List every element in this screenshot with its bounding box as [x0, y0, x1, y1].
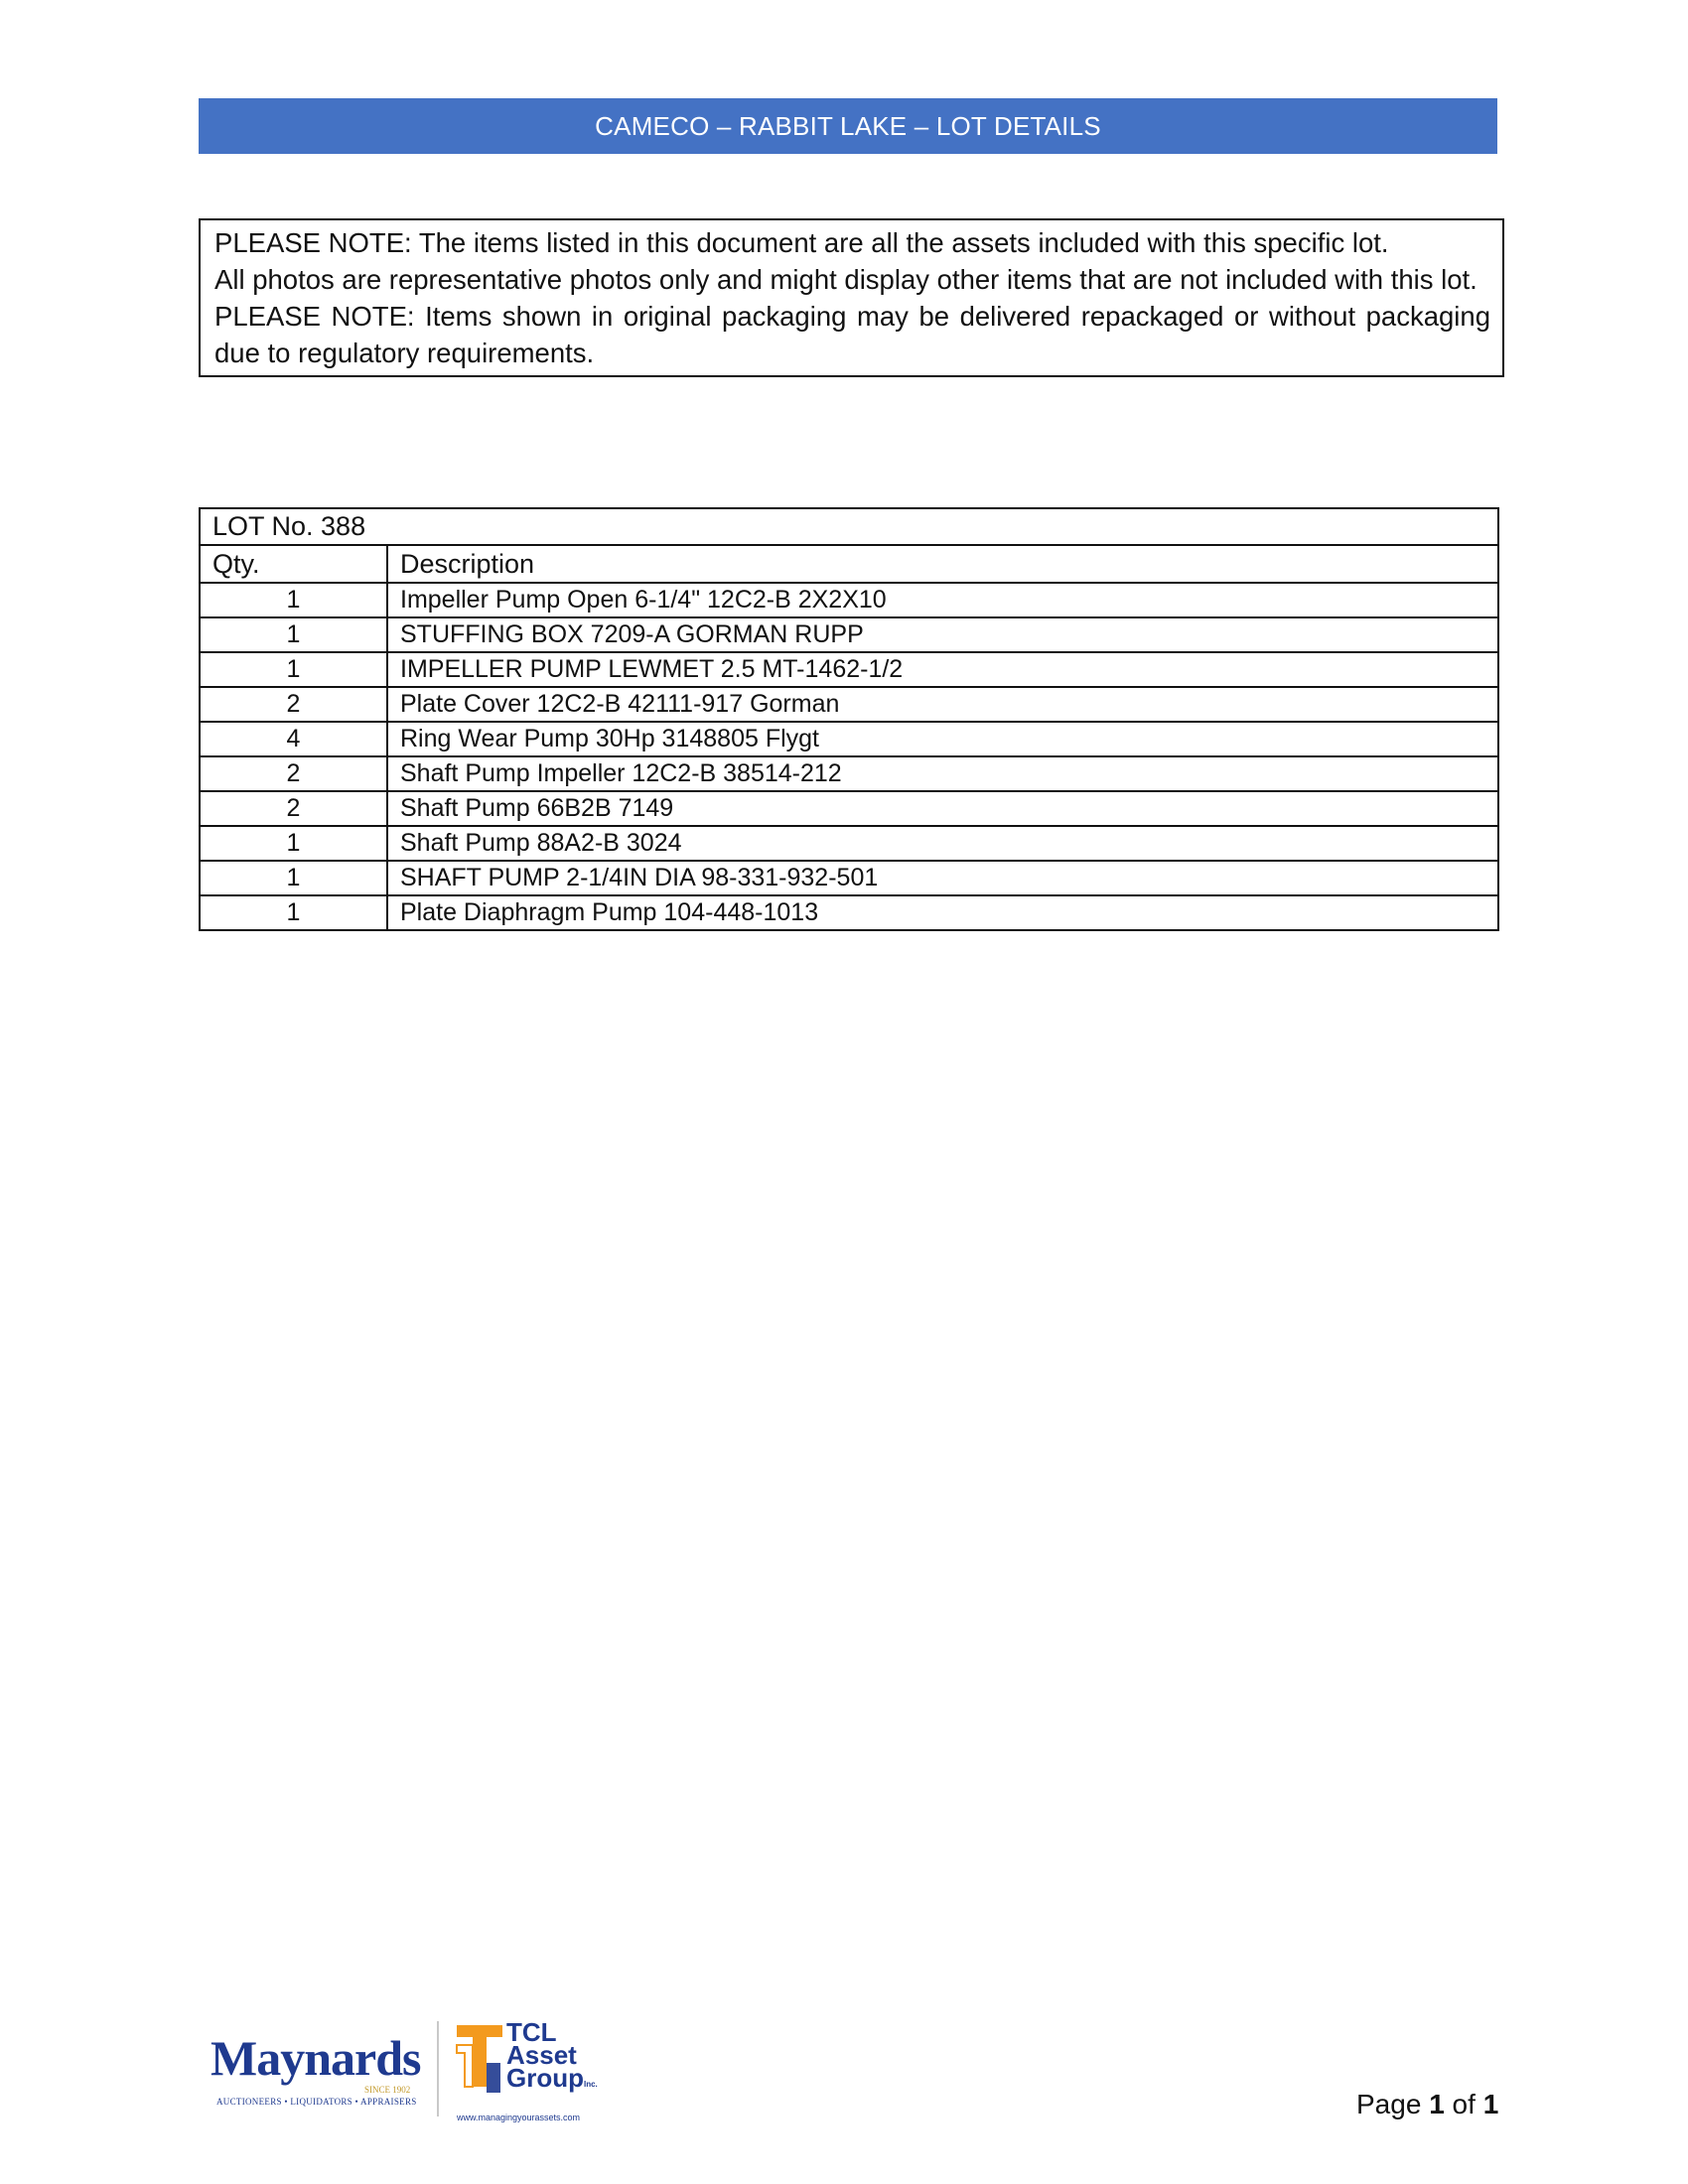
qty-cell: 1 [200, 826, 387, 861]
tcl-logo-line: Asset [506, 2040, 577, 2070]
description-cell: Shaft Pump 88A2-B 3024 [387, 826, 1498, 861]
description-column-header: Description [387, 545, 1498, 583]
tcl-logo-line: GroupInc. [506, 2063, 598, 2093]
table-row [200, 895, 1498, 930]
table-row [200, 826, 1498, 861]
notice-line: All photos are representative photos only and might display other items that are not included with this lot. [214, 264, 1477, 295]
page-current: 1 [1429, 2089, 1445, 2119]
qty-cell: 1 [200, 652, 387, 687]
notice-line: PLEASE NOTE: The items listed in this document are all the assets included with this specific lot. [214, 227, 1389, 258]
tcl-logo-text [506, 2017, 598, 2096]
description-cell: Ring Wear Pump 30Hp 3148805 Flygt [387, 722, 1498, 756]
maynards-tagline: AUCTIONEERS • LIQUIDATORS • APPRAISERS [216, 2097, 417, 2107]
table-row [200, 652, 1498, 687]
tcl-logo-line: TCL [506, 2017, 557, 2047]
notice-box [199, 218, 1504, 377]
table-row [200, 583, 1498, 617]
description-cell: Impeller Pump Open 6-1/4" 12C2-B 2X2X10 [387, 583, 1498, 617]
lot-table [199, 507, 1499, 931]
page-number: Page 1 of 1 [1356, 2089, 1499, 2119]
lot-title-row [200, 508, 1498, 545]
description-cell: STUFFING BOX 7209-A GORMAN RUPP [387, 617, 1498, 652]
description-cell: Shaft Pump 66B2B 7149 [387, 791, 1498, 826]
table-row [200, 861, 1498, 895]
maynards-logo: Maynards [211, 2030, 421, 2086]
lot-title: LOT No. 388 [200, 508, 1498, 545]
qty-cell: 2 [200, 756, 387, 791]
description-cell: Plate Diaphragm Pump 104-448-1013 [387, 895, 1498, 930]
qty-cell: 4 [200, 722, 387, 756]
table-row [200, 722, 1498, 756]
table-row [200, 791, 1498, 826]
description-cell: Shaft Pump Impeller 12C2-B 38514-212 [387, 756, 1498, 791]
description-cell: SHAFT PUMP 2-1/4IN DIA 98-331-932-501 [387, 861, 1498, 895]
logo-divider [437, 2021, 439, 2116]
tcl-inc: Inc. [584, 2080, 598, 2089]
qty-cell: 1 [200, 895, 387, 930]
table-row [200, 756, 1498, 791]
qty-cell: 1 [200, 861, 387, 895]
qty-cell: 1 [200, 583, 387, 617]
page-header-bar [199, 98, 1497, 154]
tcl-logo-icon [453, 2023, 506, 2103]
qty-cell: 2 [200, 687, 387, 722]
description-cell: Plate Cover 12C2-B 42111-917 Gorman [387, 687, 1498, 722]
qty-column-header: Qty. [200, 545, 387, 583]
tcl-url: www.managingyourassets.com [457, 2113, 581, 2122]
qty-cell: 2 [200, 791, 387, 826]
table-header-row [200, 545, 1498, 583]
table-row [200, 687, 1498, 722]
description-cell: IMPELLER PUMP LEWMET 2.5 MT-1462-1/2 [387, 652, 1498, 687]
maynards-since: SINCE 1902 [364, 2085, 411, 2095]
notice-line: PLEASE NOTE: Items shown in original packaging may be delivered repackaged or without packaging due to regulatory requirements. [214, 301, 1490, 368]
footer-logos [211, 2017, 608, 2122]
page-total: 1 [1482, 2089, 1499, 2119]
table-row [200, 617, 1498, 652]
qty-cell: 1 [200, 617, 387, 652]
page-title: CAMECO – RABBIT LAKE – LOT DETAILS [595, 110, 1101, 141]
